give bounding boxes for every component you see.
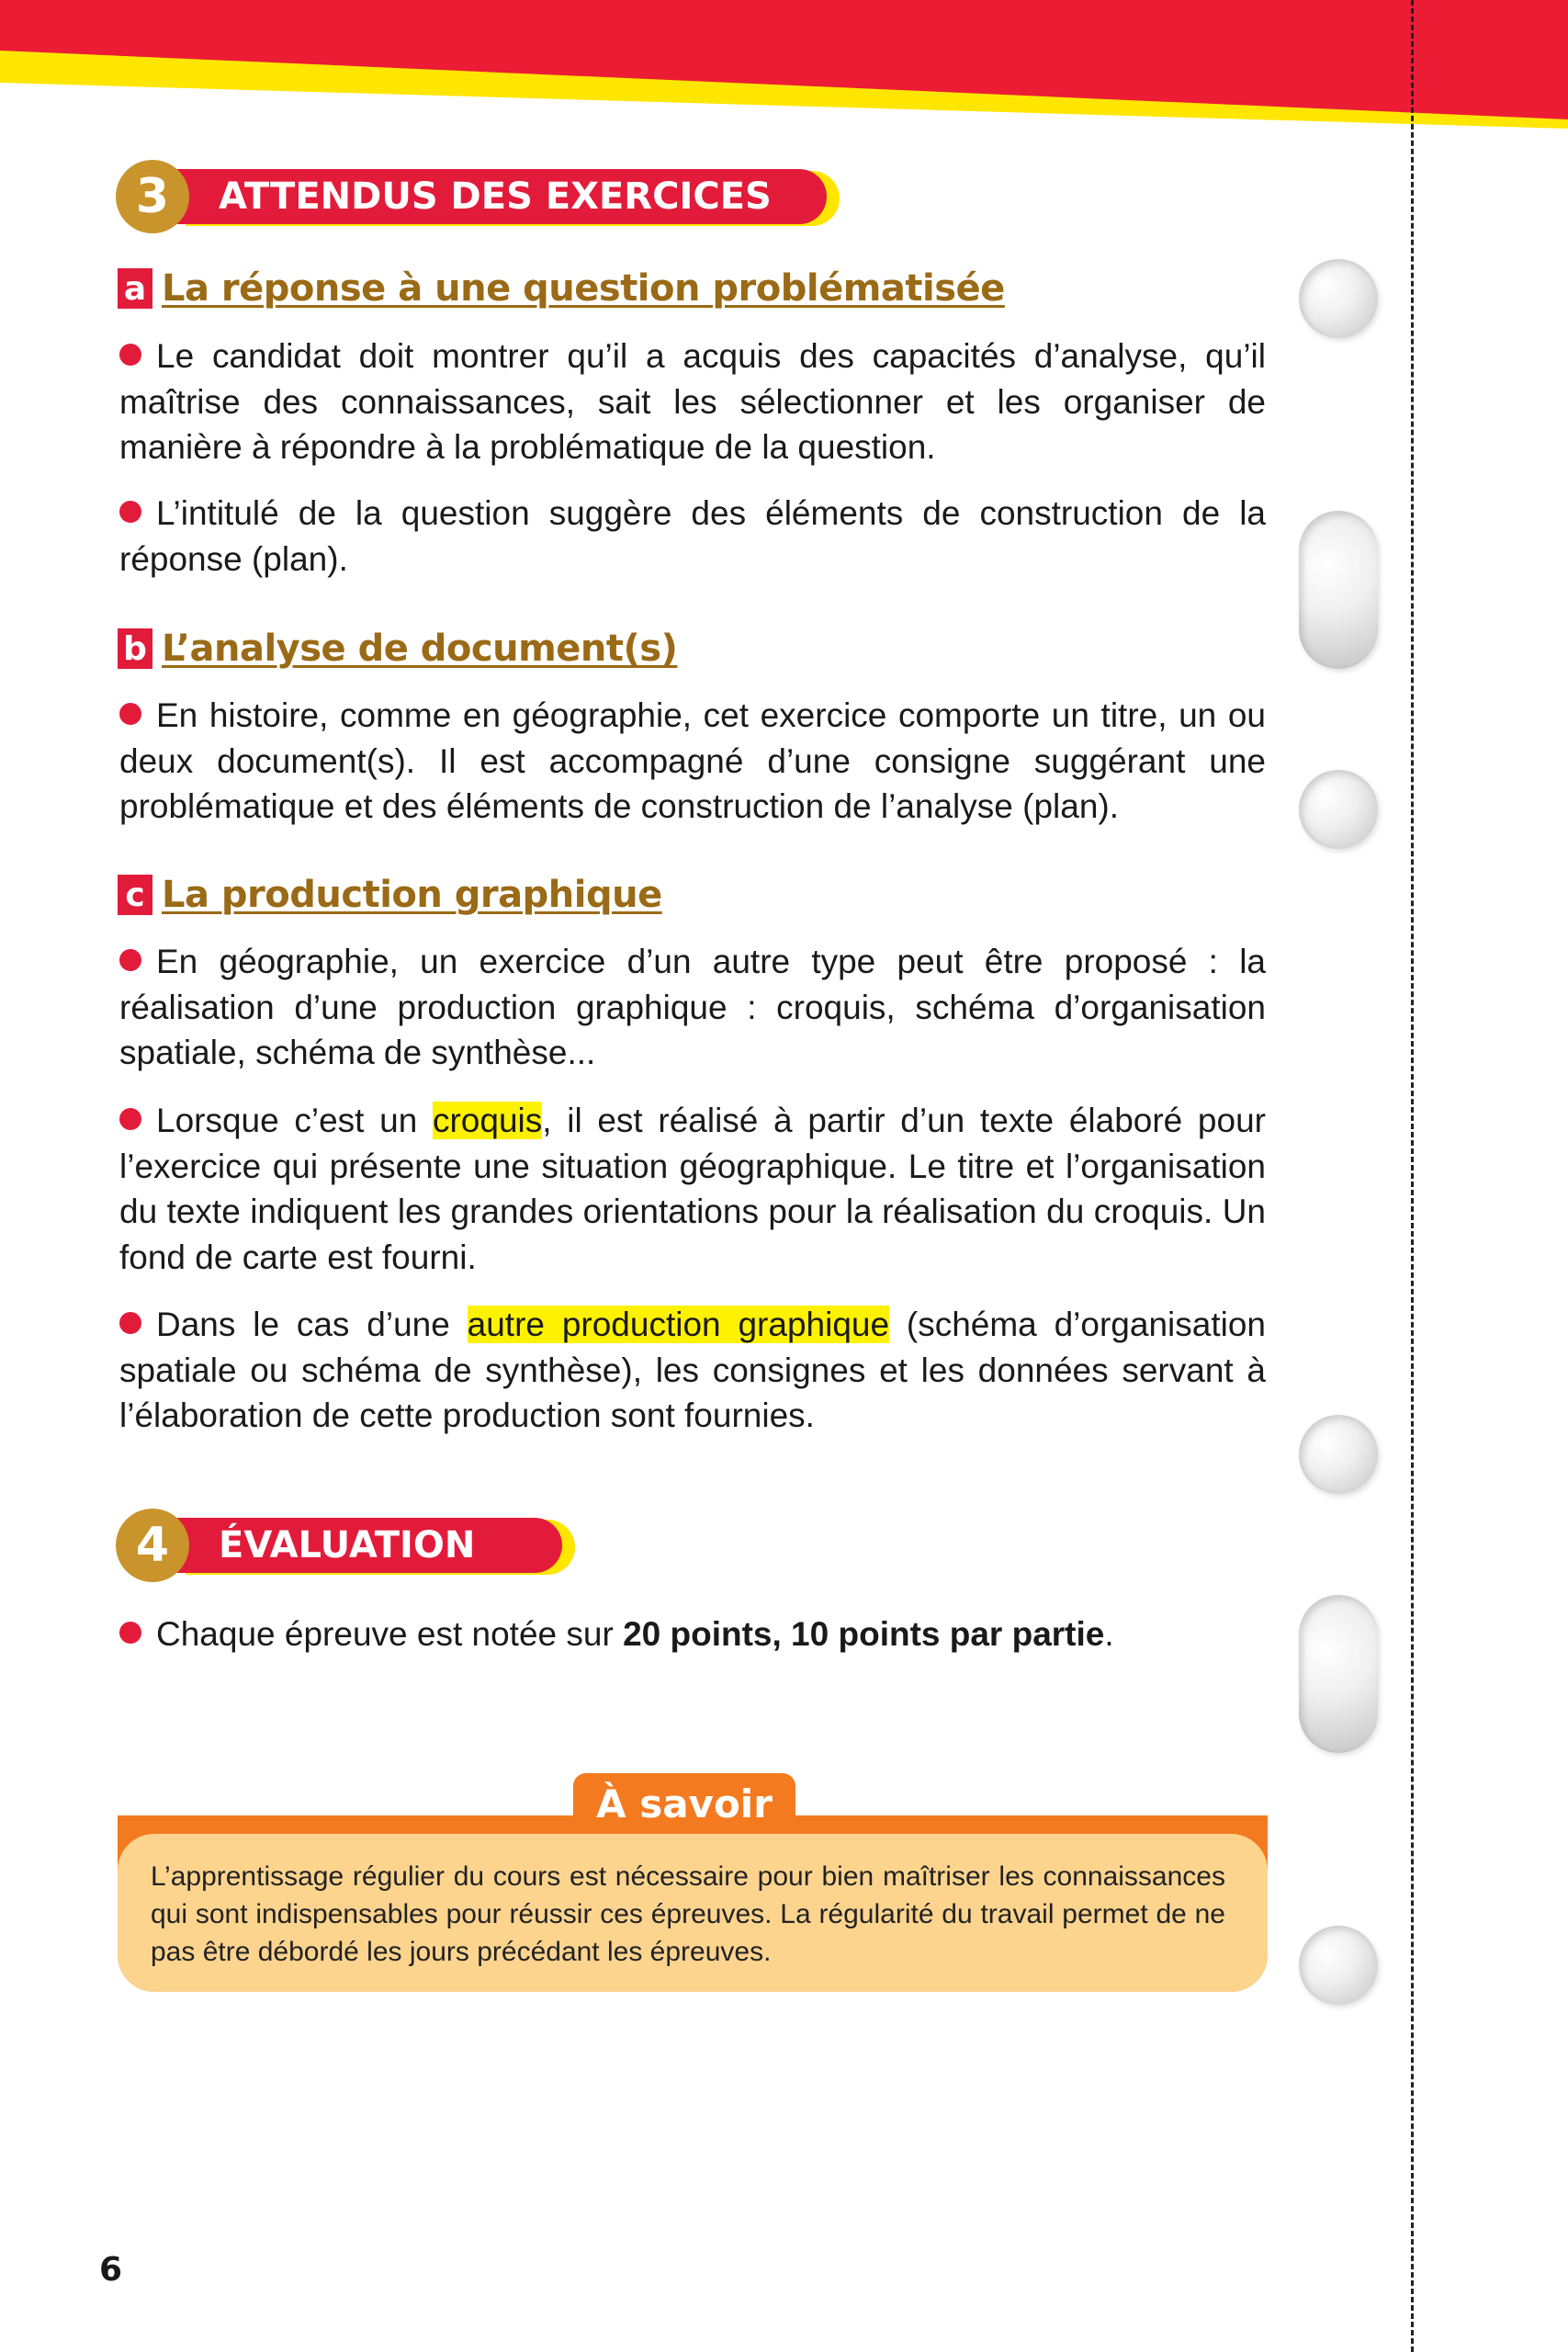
subsection-c-title: La production graphique (162, 874, 662, 916)
savoir-box (118, 1815, 1268, 1992)
bullet-icon (119, 703, 141, 725)
section-3-title: ATTENDUS DES EXERCICES (173, 169, 827, 224)
subsection-c-letter: c (118, 875, 152, 915)
highlight-autre-production: autre production graphique (467, 1306, 890, 1343)
subsection-a-paragraph-1: Le candidat doit montrer qu’il a acquis des capacités d’analyse, qu’il maîtrise des connaissances, sait les sélectionner et les organiser de manière à répondre à la problématique de la question. (119, 337, 1266, 466)
subsection-a-paragraph-2: L’intitulé de la question suggère des éléments de construction de la réponse (plan). (119, 494, 1266, 578)
bullet-icon (119, 949, 141, 971)
binder-hole (1299, 770, 1378, 849)
savoir-text: L’apprentissage régulier du cours est nécessaire pour bien maîtriser les connaissances qui sont indispensables pour réussir ces épreuves. La régularité du travail permet de ne pas être débordé les jours précédant les épreuves. (118, 1834, 1268, 1992)
subsection-b-letter: b (118, 628, 152, 669)
perforation-line (1411, 0, 1414, 2352)
page-number: 6 (99, 2251, 123, 2289)
bullet-icon (119, 1312, 141, 1334)
binder-hole (1299, 511, 1378, 669)
subsection-a-title: La réponse à une question problématisée (162, 267, 1005, 310)
bullet-icon (119, 344, 141, 366)
binder-hole (1299, 259, 1378, 338)
subsection-a-letter: a (118, 268, 152, 309)
section-4-paragraph-1: Chaque épreuve est notée sur 20 points, 10 points par partie. (119, 1611, 1266, 1657)
binder-hole (1299, 1595, 1378, 1753)
subsection-b-paragraph-1: En histoire, comme en géographie, cet exercice comporte un titre, un ou deux document(s). Il est accompagné d’une consigne suggérant une problématique et des éléments de construction de l’analyse (plan). (119, 696, 1266, 825)
subsection-c-heading (118, 871, 662, 919)
points-emphasis: 20 points, 10 points par partie (623, 1615, 1105, 1653)
subsection-c-paragraph-2: Lorsque c’est un croquis, il est réalisé à partir d’un texte élaboré pour l’exercice qui présente une situation géographique. Le titre et l’organisation du texte indiquent les grandes orientations pour la réalisation du croquis. Un fond de carte est fourni. (119, 1102, 1266, 1276)
subsection-c-paragraph-3: Dans le cas d’une autre production graphique (schéma d’organisation spatiale ou schéma de synthèse), les consignes et les données servant à l’élaboration de cette production sont fournies. (119, 1306, 1266, 1434)
section-4-header (116, 1509, 593, 1582)
section-4-number: 4 (116, 1509, 189, 1582)
highlight-croquis: croquis (432, 1102, 543, 1139)
section-3-header (116, 160, 851, 233)
subsection-b-heading (118, 625, 677, 673)
subsection-b-title: L’analyse de document(s) (162, 628, 678, 670)
bullet-icon (119, 1622, 141, 1644)
savoir-tab-label: À savoir (573, 1773, 795, 1834)
section-3-number: 3 (116, 160, 189, 233)
binder-hole (1299, 1415, 1378, 1494)
bullet-icon (119, 1108, 141, 1130)
subsection-a-heading (118, 265, 1005, 312)
section-4-title: ÉVALUATION (173, 1518, 562, 1573)
binder-hole (1299, 1926, 1378, 2005)
bullet-icon (119, 501, 141, 523)
top-banner (0, 0, 1568, 129)
subsection-c-paragraph-1: En géographie, un exercice d’un autre type peut être proposé : la réalisation d’une production graphique : croquis, schéma d’organisation spatiale, schéma de synthèse... (119, 943, 1266, 1071)
